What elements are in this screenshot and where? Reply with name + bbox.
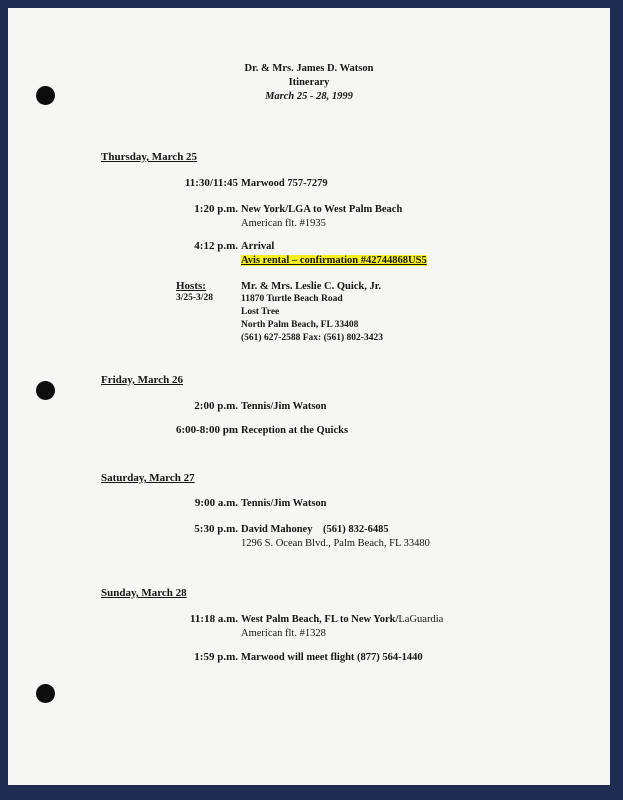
entry-time: 2:00 p.m.	[194, 400, 238, 412]
hosts-address-line2: Lost Tree	[241, 307, 280, 317]
header-dates: March 25 - 28, 1999	[265, 91, 353, 102]
rental-confirmation-highlight: Avis rental – confirmation #42744868US5	[241, 255, 427, 266]
entry-main: New York/LGA to West Palm Beach	[241, 204, 403, 215]
document-page	[8, 8, 610, 785]
entry-sub: American flt. #1935	[241, 218, 326, 229]
hosts-address-line1: 11870 Turtle Beach Road	[241, 294, 343, 304]
entry-main: Reception at the Quicks	[241, 425, 349, 436]
hosts-dates: 3/25-3/28	[176, 293, 213, 303]
entry-main: Tennis/Jim Watson	[241, 401, 327, 412]
entry-main: Tennis/Jim Watson	[241, 498, 327, 509]
header-names: Dr. & Mrs. James D. Watson	[244, 63, 374, 74]
entry-main: Arrival	[241, 241, 275, 252]
day-heading-thursday: Thursday, March 25	[101, 151, 198, 163]
hosts-name: Mr. & Mrs. Leslie C. Quick, Jr.	[241, 281, 382, 292]
header-title: Itinerary	[288, 77, 330, 88]
entry-time: 6:00-8:00 pm	[175, 424, 238, 436]
entry-main: David Mahoney (561) 832-6485	[241, 524, 389, 535]
hosts-label: Hosts:	[176, 280, 206, 292]
entry-main: West Palm Beach, FL to New York/LaGuardia	[241, 614, 444, 625]
itinerary-header	[8, 62, 610, 104]
punch-hole-bottom	[36, 684, 55, 703]
entry-time: 1:20 p.m.	[194, 203, 238, 215]
entry-time: 11:18 a.m.	[190, 613, 238, 625]
day-heading-friday: Friday, March 26	[101, 374, 183, 386]
entry-time: 4:12 p.m.	[194, 240, 238, 252]
entry-time: 11:30/11:45	[184, 177, 238, 189]
hosts-phones: (561) 627-2588 Fax: (561) 802-3423	[241, 333, 383, 343]
entry-main: Marwood 757-7279	[241, 178, 328, 189]
entry-time: 1:59 p.m.	[194, 651, 238, 663]
hosts-address-line3: North Palm Beach, FL 33408	[241, 320, 359, 330]
entry-sub: 1296 S. Ocean Blvd., Palm Beach, FL 33480	[241, 538, 430, 549]
entry-sub: American flt. #1328	[241, 628, 326, 639]
entry-time: 5:30 p.m.	[194, 523, 238, 535]
day-heading-sunday: Sunday, March 28	[101, 587, 187, 599]
punch-hole-middle	[36, 381, 55, 400]
entry-main: Marwood will meet flight (877) 564-1440	[241, 652, 423, 663]
entry-time: 9:00 a.m.	[194, 497, 238, 509]
day-heading-saturday: Saturday, March 27	[101, 472, 195, 484]
